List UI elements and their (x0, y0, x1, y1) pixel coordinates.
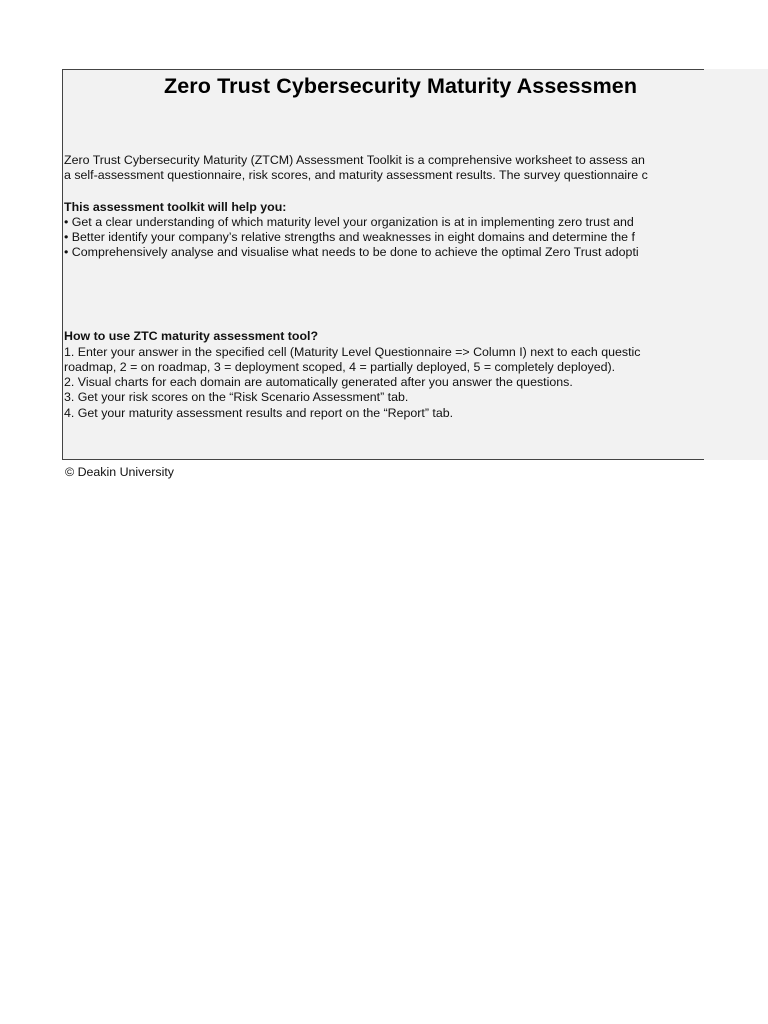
howto-heading: How to use ZTC maturity assessment tool? (64, 329, 319, 343)
howto-line-3: 2. Visual charts for each domain are automatically generated after you answer the questions. (64, 375, 573, 389)
howto-line-5: 4. Get your maturity assessment results and report on the “Report” tab. (64, 406, 454, 420)
howto-line-4: 3. Get your risk scores on the “Risk Scenario Assessment” tab. (64, 390, 409, 404)
intro-line-2: a self-assessment questionnaire, risk scores, and maturity assessment results. The survey questionnaire c (64, 168, 648, 182)
sheet-background-right (704, 69, 768, 460)
howto-line-1: 1. Enter your answer in the specified cell (Maturity Level Questionnaire => Column I) next to each questic (64, 345, 641, 359)
copyright-footer: © Deakin University (65, 465, 174, 479)
help-heading: This assessment toolkit will help you: (64, 200, 287, 214)
intro-panel (62, 69, 704, 460)
howto-line-2: roadmap, 2 = on roadmap, 3 = deployment scoped, 4 = partially deployed, 5 = completely deployed). (64, 360, 616, 374)
help-item-3: • Comprehensively analyse and visualise what needs to be done to achieve the optimal Zero Trust adopti (64, 245, 639, 259)
intro-line-1: Zero Trust Cybersecurity Maturity (ZTCM) Assessment Toolkit is a comprehensive worksheet to assess an (64, 153, 645, 167)
document-title: Zero Trust Cybersecurity Maturity Assessmen (164, 74, 638, 98)
help-item-1: • Get a clear understanding of which maturity level your organization is at in implementing zero trust and (64, 215, 634, 229)
help-item-2: • Better identify your company’s relative strengths and weaknesses in eight domains and determine the f (64, 230, 635, 244)
